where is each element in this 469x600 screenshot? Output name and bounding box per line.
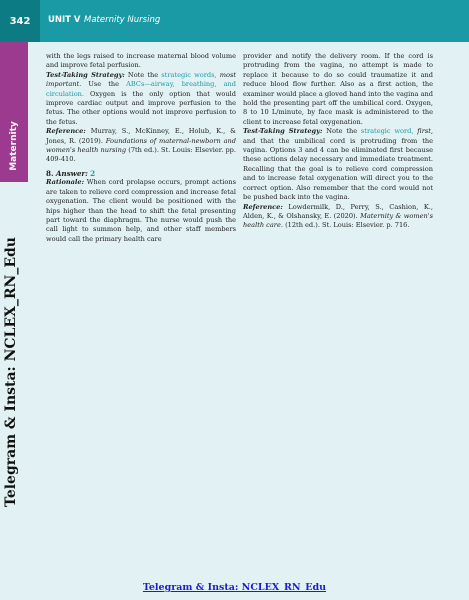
left-strategy-label: Test-Taking Strategy:: [46, 70, 125, 79]
right-strategy-text-1: Note the: [326, 127, 358, 136]
left-reference-text-1: Murray, S., McKinney, E., Holub, K., & Jones, R. (2019).: [46, 127, 236, 145]
left-reference-label: Reference:: [46, 127, 86, 136]
right-reference-title: Maternity & women's health care.: [243, 211, 433, 230]
right-column: [243, 52, 433, 231]
left-strategy-paragraph: [46, 71, 236, 127]
right-reference-paragraph: [243, 203, 433, 231]
left-reference-title: Foundations of maternal-newborn and women's health nursing: [46, 136, 236, 155]
right-strategy-paragraph: [243, 127, 433, 202]
right-intro-paragraph: [243, 52, 433, 127]
right-strategy-em: first,: [417, 127, 433, 136]
right-reference-label: Reference:: [243, 202, 283, 211]
left-strategy-text-3: Oxygen is the only option that would improve cardiac output and improve perfusion to the fetus. The other options would not improve perfusion to the fetus.: [46, 89, 236, 126]
left-intro-text: with the legs raised to increase maternal blood volume and improve fetal perfusion.: [46, 52, 236, 70]
right-strategy-label: Test-Taking Strategy:: [243, 127, 323, 136]
left-strategy-text-1: Note the: [127, 70, 159, 79]
side-tab: [0, 42, 28, 182]
right-strategy-text-2: and that the umbilical cord is protruding from the vagina. Options 3 and 4 can be eliminated first because these actions delay necessary and immediate treatment. Recalling that the goal is to relieve cord compression and to increase fetal oxygenation will direct you to the correct option. Also remember that the cord would not be pushed back into the vagina.: [243, 136, 433, 202]
left-strategy-highlight-1: strategic words,: [161, 70, 217, 79]
rationale-label: Rationale:: [46, 178, 85, 187]
left-reference-text-2: (7th ed.). St. Louis: Elsevier. pp. 409-410.: [46, 146, 236, 164]
page-number: 342: [0, 0, 40, 42]
right-reference-text-2: (12th ed.). St. Louis: Elsevier. p. 716.: [285, 221, 410, 230]
right-strategy-highlight: strategic word,: [360, 127, 414, 136]
right-reference-text-1: Lowdermilk, D., Perry, S., Cashion, K., Alden, K., & Olshansky, E. (2020).: [243, 202, 433, 220]
left-intro-paragraph: [46, 52, 236, 71]
left-strategy-text-2: Use the: [88, 80, 120, 89]
left-reference-paragraph: [46, 127, 236, 165]
page-header: [0, 0, 469, 42]
bottom-watermark-link[interactable]: Telegram & Insta: NCLEX_RN_Edu: [142, 582, 327, 593]
side-tab-label: Maternity: [9, 121, 19, 171]
unit-title: Maternity Nursing: [84, 15, 161, 25]
unit-label: UNIT V: [48, 15, 81, 25]
left-column: [46, 52, 236, 244]
right-intro-text: provider and notify the delivery room. If the cord is protruding from the vagina, no attempt is made to replace it because to do so could traumatize it and reduce blood flow further. Also as a first action, the examiner would place a gloved hand into the vagina and hold the presenting part off the umbilical cord. Oxygen, 8 to 10 L/minute, by face mask is administered to the client to increase fetal oxygenation.: [243, 52, 433, 126]
question-heading: [46, 169, 236, 178]
rationale-paragraph: [46, 178, 236, 244]
left-strategy-highlight-2: ABCs—airway, breathing, and circulation.: [46, 80, 236, 98]
rationale-text: When cord prolapse occurs, prompt actions are taken to relieve cord compression and increase fetal oxygenation. The client would be positioned with the hips higher than the head to shift the fetal presenting part toward the diaphragm. The nurse would push the call light to summon help, and other staff members would call the primary health care: [46, 178, 236, 243]
answer-value: 2: [90, 168, 96, 178]
left-strategy-em-1: most important.: [46, 70, 236, 89]
question-number: 8.: [46, 168, 54, 178]
answer-label: Answer:: [55, 168, 88, 178]
side-watermark: Telegram & Insta: NCLEX_RN_Edu: [3, 237, 19, 507]
